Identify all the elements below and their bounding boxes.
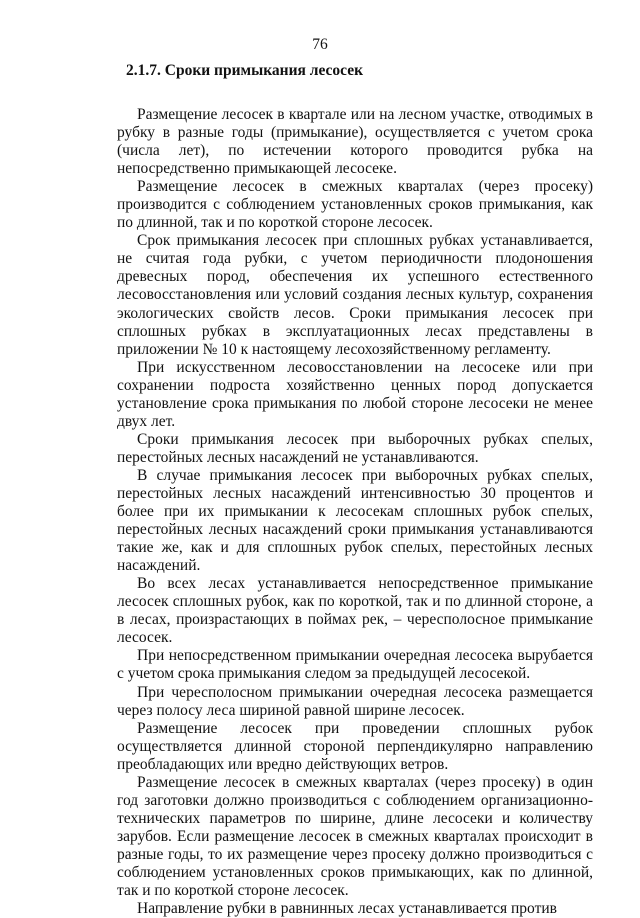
section-heading: 2.1.7. Сроки примыкания лесосек — [126, 62, 364, 79]
paragraph: При чересполосном примыкании очередная лесосека размещается через полосу леса шириной равной ширине лесосек. — [117, 683, 593, 719]
paragraph: Размещение лесосек при проведении сплошных рубок осуществляется длинной стороной перпендикулярно направлению преобладающих или вредно действующих ветров. — [117, 719, 593, 773]
paragraph: В случае примыкания лесосек при выборочных рубках спелых, перестойных лесных насаждений интенсивностью 30 процентов и более при их примыкании к лесосекам сплошных рубок спелых, перестойных лесных насаждений сроки примыкания устанавливаются такие же, как и для сплошных рубок спелых, перестойных лесных насаждений. — [117, 466, 593, 575]
paragraph: Размещение лесосек в квартале или на лесном участке, отводимых в рубку в разные годы (примыкание), осуществляется с учетом срока (числа лет), по истечении которого проводится рубка на непосредственно примыкающей лесосеке. — [117, 106, 593, 178]
body-text — [117, 106, 593, 918]
paragraph: При искусственном лесовосстановлении на лесосеке или при сохранении подроста хозяйственно ценных пород допускается установление срока примыкания по любой стороне лесосеки не менее двух лет. — [117, 358, 593, 430]
paragraph: При непосредственном примыкании очередная лесосека вырубается с учетом срока примыкания следом за предыдущей лесосекой. — [117, 647, 593, 683]
paragraph: Размещение лесосек в смежных кварталах (через просеку) производится с соблюдением установленных сроков примыкания, как по длинной, так и по короткой стороне лесосек. — [117, 178, 593, 232]
paragraph: Во всех лесах устанавливается непосредственное примыкание лесосек сплошных рубок, как по короткой, так и по длинной стороне, а в лесах, произрастающих в поймах рек, – чересполосное примыкание лесосек. — [117, 575, 593, 647]
paragraph: Направление рубки в равнинных лесах устанавливается против — [137, 900, 557, 918]
page-number: 76 — [312, 36, 328, 53]
paragraph: Размещение лесосек в смежных кварталах (через просеку) в один год заготовки должно производиться с соблюдением организационно-технических параметров по ширине, длине лесосеки и количеству зарубов. Если размещение лесосек в смежных кварталах происходит в разные годы, то их размещение через просеку должно производиться с соблюдением установленных сроков примыкающих, как по длинной, так и по короткой стороне лесосек. — [117, 773, 593, 900]
paragraph: Сроки примыкания лесосек при выборочных рубках спелых, перестойных лесных насаждений не устанавливаются. — [117, 430, 593, 466]
paragraph: Срок примыкания лесосек при сплошных рубках устанавливается, не считая года рубки, с учетом периодичности плодоношения древесных пород, обеспечения их успешного естественного лесовосстановления или условий создания лесных культур, сохранения экологических свойств лесов. Сроки примыкания лесосек при сплошных рубках в эксплуатационных лесах представлены в приложении № 10 к настоящему лесохозяйственному регламенту. — [117, 232, 593, 358]
